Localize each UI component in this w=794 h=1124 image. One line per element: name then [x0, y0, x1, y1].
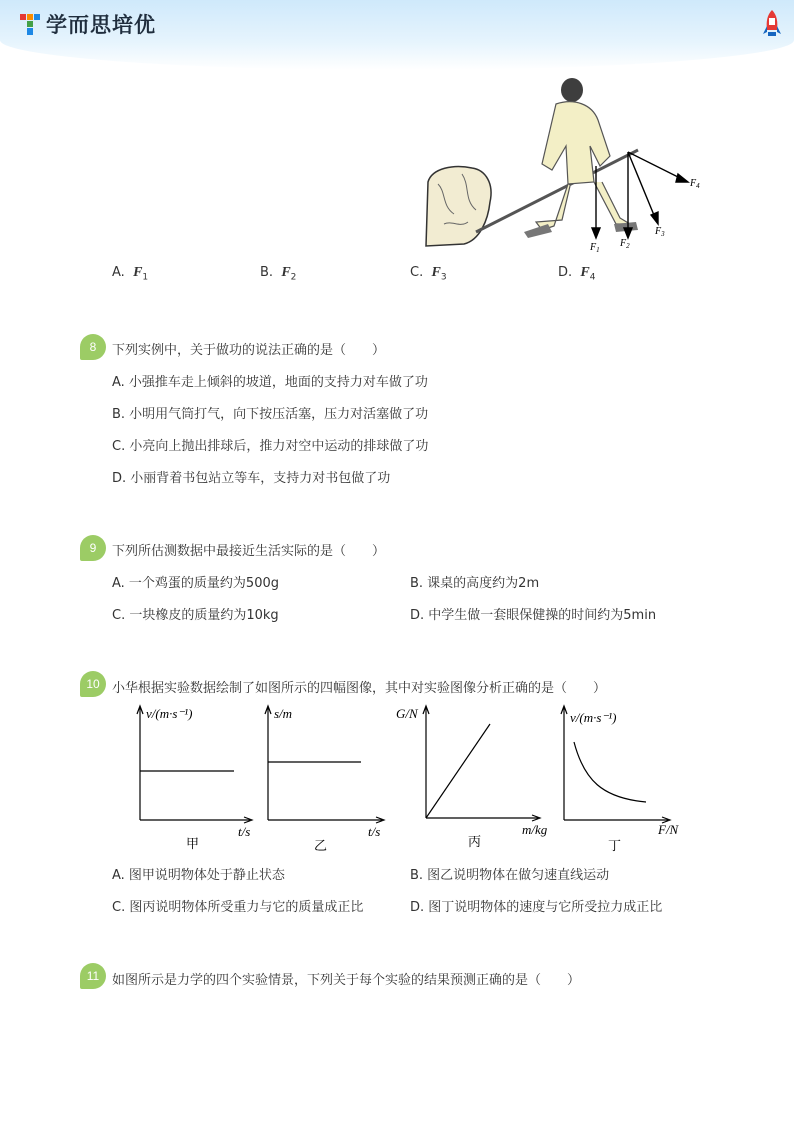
- q8-number-badge: 8: [80, 334, 106, 360]
- brand-logo: [18, 8, 156, 40]
- q8-option-d[interactable]: D. 小丽背着书包站立等车，支持力对书包做了功: [112, 471, 391, 486]
- graph-ding-ylabel: v/(m·s⁻¹): [570, 710, 617, 725]
- q10-option-d[interactable]: D. 图丁说明物体的速度与它所受拉力成正比: [410, 900, 663, 915]
- q10-number-badge: 10: [80, 671, 106, 697]
- graph-yi-xlabel: t/s: [368, 824, 381, 839]
- q7-option-b[interactable]: B. $F_2$: [260, 265, 297, 283]
- q7-option-a[interactable]: A. $F_1$: [112, 265, 149, 283]
- graph-bing-xlabel: m/kg: [522, 822, 548, 837]
- rock-shape: [426, 167, 491, 246]
- q11-number-badge: 11: [80, 963, 106, 989]
- q8-option-c[interactable]: C. 小亮向上抛出排球后，推力对空中运动的排球做了功: [112, 439, 429, 454]
- graph-yi: [265, 706, 384, 823]
- graph-ding-xlabel: F/N: [658, 822, 679, 837]
- q9-option-d[interactable]: D. 中学生做一套眼保健操的时间约为5min: [410, 608, 657, 623]
- graph-bing-line: [426, 724, 490, 818]
- f2-label: $F_2$: [620, 238, 630, 250]
- q10-option-b[interactable]: B. 图乙说明物体在做匀速直线运动: [410, 868, 610, 883]
- q10-option-a[interactable]: A. 图甲说明物体处于静止状态: [112, 868, 285, 883]
- f4-label: $F_4$: [690, 178, 700, 190]
- graph-bing-ylabel: G/N: [396, 706, 418, 721]
- q9-option-b[interactable]: B. 课桌的高度约为2m: [410, 576, 540, 591]
- q9-option-a[interactable]: A. 一个鸡蛋的质量约为500g: [112, 576, 279, 591]
- f3-label: $F_3$: [655, 226, 665, 238]
- graph-jia-caption: 甲: [186, 836, 200, 851]
- graph-jia-ylabel: v/(m·s⁻¹): [146, 706, 193, 721]
- graph-jia-xlabel: t/s: [238, 824, 251, 839]
- lever-force-figure: [424, 74, 714, 258]
- graph-ding-caption: 丁: [608, 838, 622, 853]
- q10-stem: 小华根据实验数据绘制了如图所示的四幅图像，其中对实验图像分析正确的是（ ）: [112, 681, 607, 696]
- f1-label: $F_1$: [590, 242, 600, 254]
- page-header: [0, 0, 794, 70]
- q8-option-a[interactable]: A. 小强推车走上倾斜的坡道，地面的支持力对车做了功: [112, 375, 428, 390]
- graph-bing-caption: 丙: [468, 834, 482, 849]
- q9-stem: 下列所估测数据中最接近生活实际的是（ ）: [112, 544, 386, 559]
- graph-yi-caption: 乙: [314, 838, 328, 853]
- q10-option-c[interactable]: C. 图丙说明物体所受重力与它的质量成正比: [112, 900, 364, 915]
- q9-number-badge: 9: [80, 535, 106, 561]
- q10-graphs: [120, 700, 700, 860]
- q11-stem: 如图所示是力学的四个实验情景，下列关于每个实验的结果预测正确的是（ ）: [112, 973, 581, 988]
- q7-option-c[interactable]: C. $F_3$: [410, 265, 447, 283]
- graph-jia: [137, 706, 252, 823]
- q7-option-d[interactable]: D. $F_4$: [558, 265, 596, 283]
- brand-mark-icon: [18, 10, 42, 38]
- graph-yi-ylabel: s/m: [274, 706, 293, 721]
- brand-name: 学而思培优: [46, 13, 156, 37]
- q8-stem: 下列实例中，关于做功的说法正确的是（ ）: [112, 343, 386, 358]
- q8-option-b[interactable]: B. 小明用气筒打气，向下按压活塞，压力对活塞做了功: [112, 407, 429, 422]
- graph-bing: [423, 706, 540, 821]
- graph-ding-curve: [574, 742, 646, 802]
- q9-option-c[interactable]: C. 一块橡皮的质量约为10kg: [112, 608, 279, 623]
- rocket-icon: [760, 8, 784, 40]
